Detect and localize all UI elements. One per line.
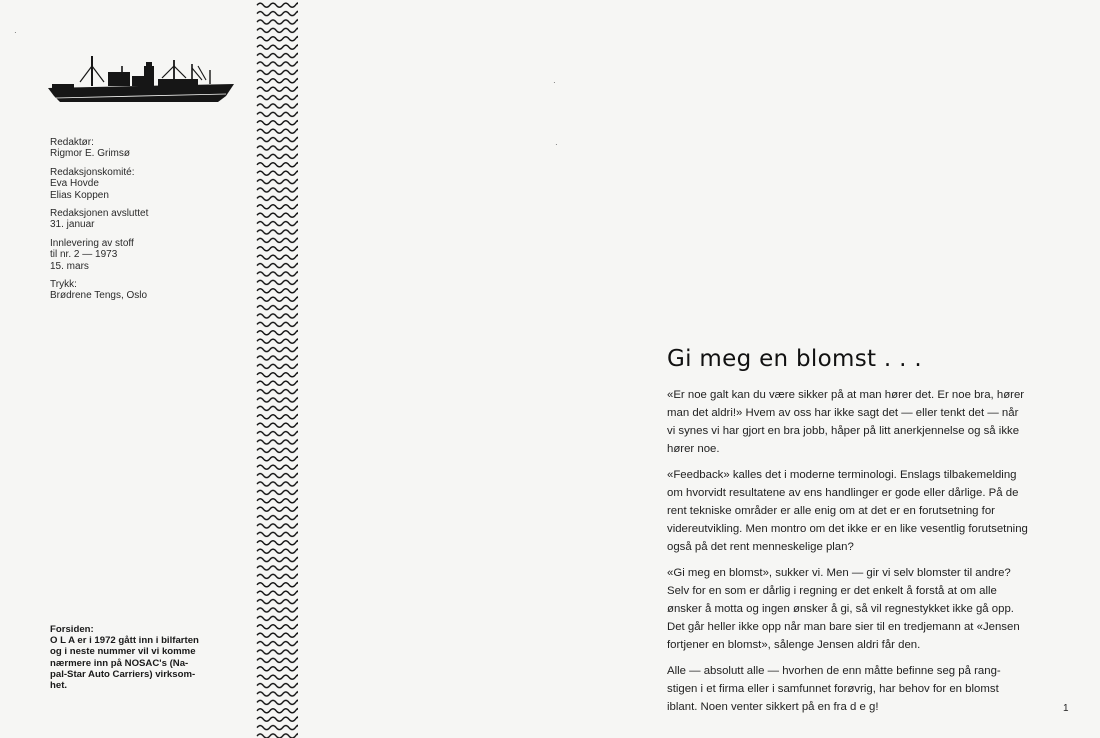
paper-speck: · (553, 78, 556, 87)
article-title: Gi meg en blomst . . . (667, 346, 922, 372)
article-paragraph (667, 564, 1075, 654)
article-line: «Er noe galt kan du være sikker på at man hører det. Er noe bra, hører (667, 389, 1025, 401)
cover-note-line: pal-Star Auto Carriers) virksom- (50, 668, 196, 680)
submission-line: til nr. 2 — 1973 (50, 249, 118, 261)
cover-note-label: Forsiden: (50, 624, 94, 635)
committee-label: Redaksjonskomité: (50, 166, 135, 178)
cover-note-line: het. (50, 680, 68, 692)
article-line: «Gi meg en blomst», sukker vi. Men — gir vi selv blomster til andre? (667, 567, 1011, 579)
article-line: fortjener en blomst», sålenge Jensen aldri får den. (667, 639, 921, 651)
article-line: stigen i et firma eller i samfunnet forøvrig, har behov for en blomst (667, 683, 999, 695)
article-line: rent tekniske områder er alle enig om at det er en forutsetning for (667, 505, 995, 517)
article-line: man det aldri!» Hvem av oss har ikke sagt det — eller tenkt det — når (667, 407, 1019, 419)
article-line: Alle — absolutt alle — hvorhen de enn måtte befinne seg på rang- (667, 665, 1001, 677)
editor-label: Redaktør: (50, 137, 94, 148)
article (667, 346, 1075, 724)
editor-name: Rigmor E. Grimsø (50, 148, 130, 160)
article-paragraph (667, 466, 1075, 556)
paper-speck: · (555, 140, 558, 149)
closing-date-line: Redaksjonen avsluttet (50, 208, 149, 220)
printer-label: Trykk: (50, 279, 77, 291)
committee-member: Elias Koppen (50, 189, 109, 201)
article-line: ønsker å motta og ingen ønsker å gi, så vil regnestykket ikke gå opp. (667, 603, 1014, 615)
article-line: «Feedback» kalles det i moderne terminologi. Enslags tilbakemelding (667, 469, 1017, 481)
page-number: 1 (1063, 703, 1069, 714)
article-line: iblant. Noen venter sikkert på en fra d e g! (667, 701, 879, 713)
submission-block (50, 238, 250, 272)
article-line: videreutvikling. Men montro om det ikke er en like vesentlig forutsetning (667, 523, 1028, 535)
article-line: også på det rent menneskelige plan? (667, 541, 854, 553)
committee-member: Eva Hovde (50, 178, 99, 190)
cargo-ship-icon (46, 52, 238, 106)
paper-speck: · (14, 28, 17, 37)
closing-date-line: 31. januar (50, 219, 95, 231)
cover-note-line: O L A er i 1972 gått inn i bilfarten (50, 635, 199, 647)
editor-block (50, 137, 250, 160)
colophon (50, 137, 250, 309)
submission-line: Innlevering av stoff (50, 237, 134, 249)
cover-note-line: nærmere inn på NOSAC's (Na- (50, 657, 189, 669)
printer-name: Brødrene Tengs, Oslo (50, 290, 148, 302)
cover-note (50, 624, 250, 691)
article-line: Selv for en som er dårlig i regning er det enkelt å forstå at om alle (667, 585, 997, 597)
committee-block (50, 167, 250, 201)
article-paragraph (667, 386, 1075, 458)
cover-note-line: og i neste nummer vil vi komme (50, 646, 196, 658)
article-paragraph (667, 662, 1075, 716)
article-line: Det går heller ikke opp når man bare sier til en tredjemann at «Jensen (667, 621, 1020, 633)
article-line: vi synes vi har gjort en bra jobb, håper på litt anerkjennelse og så ikke (667, 425, 1020, 437)
article-line: om hvorvidt resultatene av ens handlinger er gode eller dårlige. På de (667, 487, 1019, 499)
submission-line: 15. mars (50, 260, 89, 272)
wave-pattern-band (256, 0, 298, 738)
closing-date-block (50, 208, 250, 231)
article-line: hører noe. (667, 443, 720, 455)
printer-block (50, 279, 250, 302)
